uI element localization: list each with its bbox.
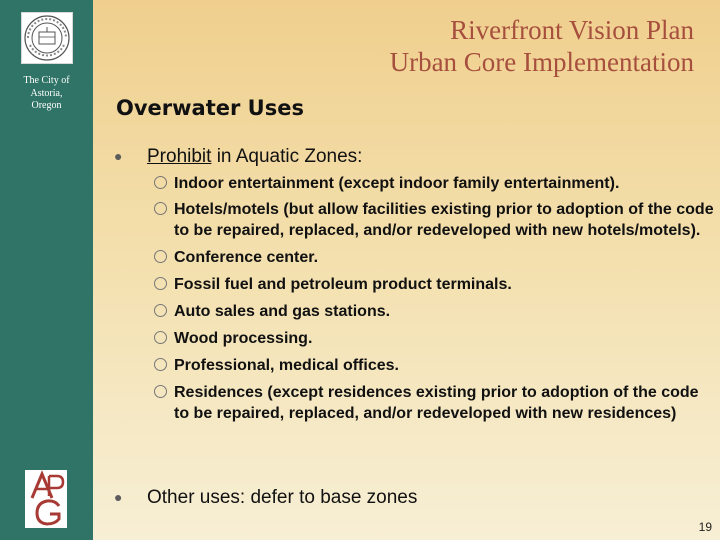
hollow-bullet-icon bbox=[154, 304, 167, 317]
list-item-text: Professional, medical offices. bbox=[174, 357, 399, 374]
hollow-bullet-icon bbox=[154, 358, 167, 371]
bullet-icon: ● bbox=[114, 148, 123, 164]
slide-title bbox=[390, 14, 694, 78]
list-item-text: Indoor entertainment (except indoor family entertainment). bbox=[174, 175, 620, 192]
list-item bbox=[154, 173, 714, 194]
hollow-bullet-icon bbox=[154, 331, 167, 344]
list-item bbox=[154, 328, 714, 349]
list-item bbox=[154, 301, 714, 322]
bullet-rest: in Aquatic Zones: bbox=[211, 146, 363, 167]
hollow-bullet-icon bbox=[154, 250, 167, 263]
list-item-text: Hotels/motels (but allow facilities existing prior to adoption of the code to be repaired, replaced, and/or redeveloped with new hotels/motels). bbox=[174, 201, 714, 239]
city-seal-icon bbox=[21, 12, 73, 64]
hollow-bullet-icon bbox=[154, 277, 167, 290]
list-item bbox=[154, 274, 714, 295]
hollow-bullet-icon bbox=[154, 385, 167, 398]
page-number: 19 bbox=[698, 520, 712, 534]
list-item bbox=[154, 199, 714, 241]
title-line-2: Urban Core Implementation bbox=[389, 47, 694, 77]
bullet-icon: ● bbox=[114, 489, 123, 505]
city-line-3: Oregon bbox=[31, 100, 62, 111]
list-item-text: Residences (except residences existing prior to adoption of the code to be repaired, replaced, and/or redeveloped with new residences) bbox=[174, 384, 699, 422]
hollow-bullet-icon bbox=[154, 202, 167, 215]
section-heading: Overwater Uses bbox=[116, 96, 304, 120]
title-line-1: Riverfront Vision Plan bbox=[450, 15, 694, 45]
sidebar bbox=[0, 0, 93, 540]
list-item bbox=[154, 382, 714, 424]
city-name bbox=[0, 75, 93, 113]
prohibit-keyword: Prohibit bbox=[147, 146, 212, 167]
list-item bbox=[154, 355, 714, 376]
list-item-text: Wood processing. bbox=[174, 330, 313, 347]
city-line-1: The City of bbox=[23, 75, 70, 86]
hollow-bullet-icon bbox=[154, 176, 167, 189]
list-item-text: Fossil fuel and petroleum product terminals. bbox=[174, 276, 512, 293]
apg-logo-icon bbox=[25, 470, 67, 528]
city-line-2: Astoria, bbox=[30, 87, 63, 99]
bullet-text: Other uses: defer to base zones bbox=[147, 487, 418, 508]
list-item bbox=[154, 247, 714, 268]
list-item-text: Conference center. bbox=[174, 249, 319, 266]
list-item-text: Auto sales and gas stations. bbox=[174, 303, 391, 320]
prohibited-uses-list bbox=[154, 173, 714, 424]
bullet-text bbox=[147, 146, 362, 168]
